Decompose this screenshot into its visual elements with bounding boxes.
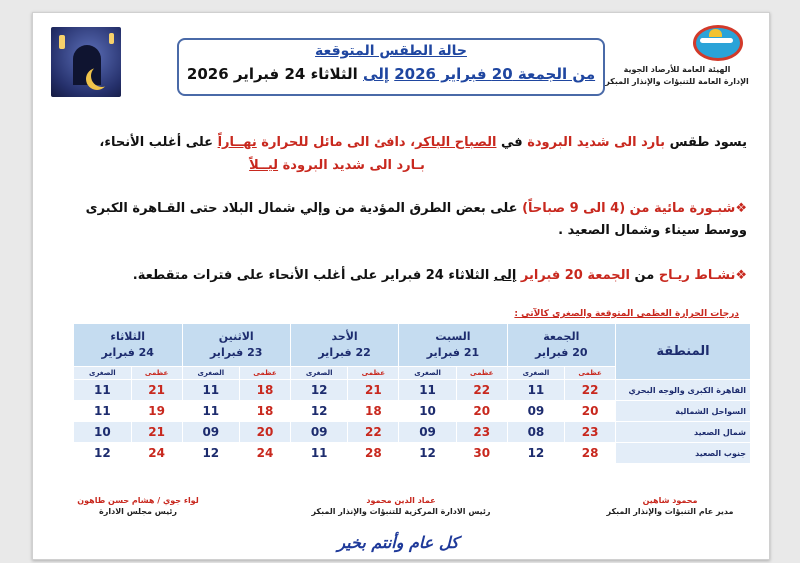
max-temp: 20 <box>565 401 616 422</box>
region-name: شمال الصعيد <box>616 422 751 443</box>
max-temp: 23 <box>456 422 507 443</box>
min-label: الصغرى <box>74 367 132 380</box>
max-temp: 21 <box>348 380 399 401</box>
min-temp: 09 <box>182 422 240 443</box>
day-header: الاثنين 23 فبراير <box>182 324 290 367</box>
max-temp: 19 <box>131 401 182 422</box>
region-name: جنوب الصعيد <box>616 443 751 464</box>
max-label: عظمى <box>131 367 182 380</box>
min-temp: 12 <box>182 443 240 464</box>
page-title: حالة الطقس المتوقعة <box>315 43 467 59</box>
min-label: الصغرى <box>399 367 457 380</box>
min-temp: 08 <box>507 422 565 443</box>
min-temp: 11 <box>507 380 565 401</box>
min-label: الصغرى <box>290 367 348 380</box>
lantern-icon <box>59 35 65 49</box>
title-box <box>177 38 605 96</box>
max-temp: 24 <box>131 443 182 464</box>
min-temp: 10 <box>399 401 457 422</box>
signature-block: محمود شاهين مدير عام التنبؤات والإنذار المبكر <box>606 496 734 516</box>
min-temp: 12 <box>290 380 348 401</box>
max-temp: 22 <box>348 422 399 443</box>
min-temp: 12 <box>290 401 348 422</box>
lantern-icon <box>109 33 114 44</box>
temperature-table <box>73 323 751 464</box>
min-label: الصغرى <box>507 367 565 380</box>
max-temp: 24 <box>240 443 291 464</box>
forecast-document <box>32 12 770 560</box>
min-temp: 11 <box>290 443 348 464</box>
min-temp: 12 <box>399 443 457 464</box>
period-to: إلى <box>363 65 389 83</box>
max-temp: 18 <box>240 380 291 401</box>
table-row <box>74 401 751 422</box>
organization-name: الهيئة العامة للأرصاد الجوية الإدارة العامة للتنبؤات والإنذار المبكر <box>605 65 749 86</box>
meteorology-logo-icon <box>693 21 741 61</box>
min-temp: 09 <box>290 422 348 443</box>
max-temp: 20 <box>456 401 507 422</box>
diamond-bullet-icon: ❖ <box>735 268 747 283</box>
min-label: الصغرى <box>182 367 240 380</box>
min-temp: 11 <box>182 401 240 422</box>
day-header: الأحد 22 فبراير <box>290 324 398 367</box>
max-temp: 18 <box>348 401 399 422</box>
max-temp: 22 <box>565 380 616 401</box>
day-header: الجمعة 20 فبراير <box>507 324 615 367</box>
signature-block: عماد الدين محمود رئيس الادارة المركزية للتنبؤات والإنذار المبكر <box>311 496 491 516</box>
wind-warning: ❖نشـاط ريـاح من الجمعة 20 فبراير إلى الثلاثاء 24 فبراير على أغلب الأنحاء على فترات متقطعة. <box>132 268 747 283</box>
ramadan-lantern-image <box>51 27 121 97</box>
day-header: الثلاثاء 24 فبراير <box>74 324 183 367</box>
max-label: عظمى <box>348 367 399 380</box>
period-start: من الجمعة 20 فبراير 2026 <box>394 65 596 83</box>
max-temp: 20 <box>240 422 291 443</box>
min-temp: 11 <box>399 380 457 401</box>
table-row <box>74 380 751 401</box>
max-temp: 18 <box>240 401 291 422</box>
region-header: المنطقة <box>616 324 751 380</box>
max-label: عظمى <box>240 367 291 380</box>
min-temp: 12 <box>507 443 565 464</box>
max-temp: 21 <box>131 422 182 443</box>
min-temp: 09 <box>399 422 457 443</box>
max-temp: 28 <box>565 443 616 464</box>
fog-warning: ❖شبـورة مائية من (4 الى 9 صباحاً) على بعض الطرق المؤدية من وإلي شمال البلاد حتى القـاهرة الكبرى ووسط سيناء وشمال الصعيد . <box>85 201 747 238</box>
weather-summary: يسود طقس بارد الى شديد البرودة في الصباح الباكر، دافئ الى مائل للحرارة نهــاراً على أغلب الأنحاء، بـارد الى شديد البرودة ليــلاً <box>99 135 747 173</box>
min-temp: 11 <box>74 380 132 401</box>
min-temp: 11 <box>182 380 240 401</box>
max-temp: 28 <box>348 443 399 464</box>
greeting-text: كل عام وأنتم بخير <box>337 533 459 552</box>
max-temp: 23 <box>565 422 616 443</box>
max-temp: 22 <box>456 380 507 401</box>
max-temp: 30 <box>456 443 507 464</box>
period-line <box>179 65 603 83</box>
min-temp: 09 <box>507 401 565 422</box>
max-label: عظمى <box>565 367 616 380</box>
period-end: الثلاثاء 24 فبراير 2026 <box>186 65 358 83</box>
table-row <box>74 443 751 464</box>
signature-block: لواء جوي / هشام حسن طاهون رئيس مجلس الادارة <box>77 496 199 516</box>
max-label: عظمى <box>456 367 507 380</box>
day-header: السبت 21 فبراير <box>399 324 507 367</box>
crescent-moon-icon <box>91 65 113 87</box>
region-name: القاهرة الكبرى والوجه البحري <box>616 380 751 401</box>
min-temp: 11 <box>74 401 132 422</box>
min-temp: 12 <box>74 443 132 464</box>
min-temp: 10 <box>74 422 132 443</box>
max-temp: 21 <box>131 380 182 401</box>
diamond-bullet-icon: ❖ <box>735 201 747 216</box>
region-name: السواحل الشمالية <box>616 401 751 422</box>
table-row <box>74 422 751 443</box>
table-caption: درجات الحرارة العظمى المتوقعة والصغرى كالآتي : <box>514 309 739 319</box>
